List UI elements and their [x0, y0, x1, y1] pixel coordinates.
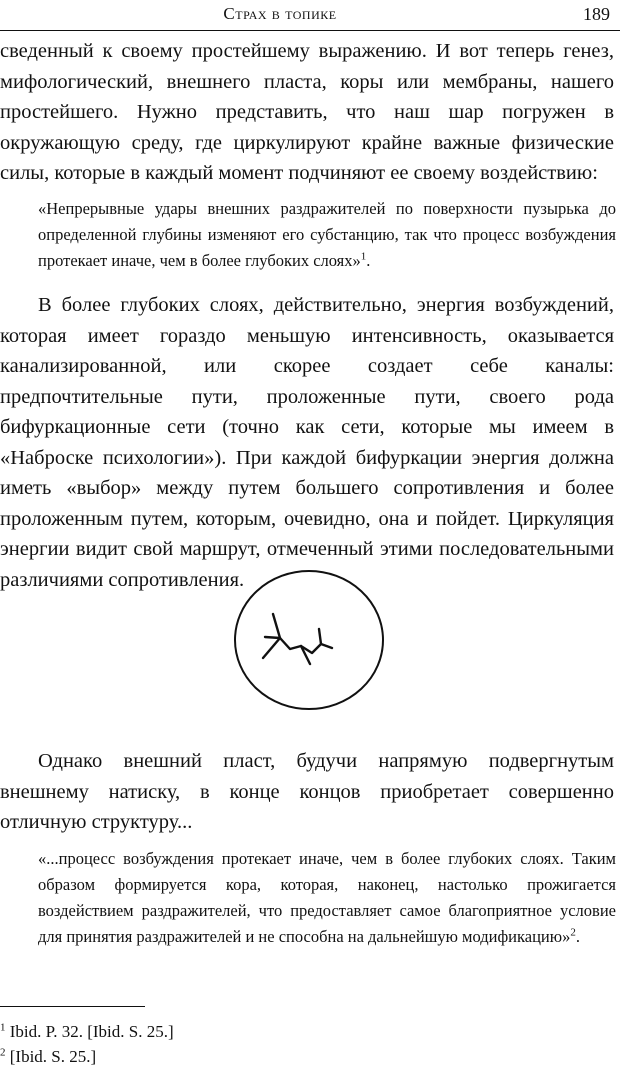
quote-1-container: [38, 196, 616, 274]
footnote-ref-1[interactable]: 1: [360, 250, 367, 263]
quote-1-text: «Непрерывные удары внешних раздражителей по поверхности пузырька до определенной глубины изменяют его субстанцию, так что процесс возбуждения протекает иначе, чем в более глубоких слоях»: [38, 199, 616, 270]
paragraph-1-container: [0, 36, 614, 189]
vesicle-diagram: [232, 568, 387, 713]
header-rule: [0, 30, 620, 31]
quote-2-text: «...процесс возбуждения протекает иначе, чем в более глубоких слоях. Таким образом формируется кора, которая, наконец, настолько прожигается воздействием раздражителей, что предоставляет самое благоприятное условие для принятия раздражителей и не способна на дальнейшую модификацию»: [38, 849, 616, 946]
paragraph-2-container: [0, 290, 614, 595]
footnote-2-text: [Ibid. S. 25.]: [9, 1047, 97, 1066]
footnote-1: [0, 1019, 614, 1044]
quote-1: «Непрерывные удары внешних раздражителей по поверхности пузырька до определенной глубины изменяют его субстанцию, так что процесс возбуждения протекает иначе, чем в более глубоких слоях»$^1$.: [38, 199, 616, 270]
footnote-1-text: Ibid. P. 32. [Ibid. S. 25.]: [9, 1022, 174, 1041]
footnote-2: [0, 1044, 614, 1069]
quote-2-container: [38, 846, 616, 950]
paragraph-3-container: [0, 746, 614, 838]
page-number: 189: [583, 4, 610, 24]
footnote-ref-2[interactable]: 2: [570, 926, 576, 939]
footnote-1-mark: 1: [0, 1021, 6, 1034]
vesicle-diagram-svg: [232, 568, 387, 713]
bifurcation-network: [263, 614, 332, 664]
paragraph-1: сведенный к своему простейшему выражению. И вот теперь генез, мифологический, внешнего пласта, коры или мембраны, нашего простейшего. Нужно представить, что наш шар погружен в окружающую среду, где циркулируют крайне важные физические силы, которые в каждый момент подчиняют ее своему воздействию:: [0, 40, 614, 184]
footnotes: [0, 1006, 614, 1069]
quote-2: «...процесс возбуждения протекает иначе, чем в более глубоких слоях. Таким образом формируется кора, которая, наконец, настолько прожигается воздействием раздражителей, что предоставляет самое благоприятное условие для принятия раздражителей и не способна на дальнейшую модификацию»$^2$.: [38, 849, 616, 946]
footnote-rule: [0, 1006, 145, 1007]
vesicle-circle: [235, 571, 383, 709]
running-title: Страх в топике: [223, 4, 337, 23]
page-header: [0, 0, 620, 32]
paragraph-3: Однако внешний пласт, будучи напрямую подвергнутым внешнему натиску, в конце концов приобретает совершенно отличную структуру...: [0, 750, 614, 833]
footnote-2-mark: 2: [0, 1046, 6, 1059]
paragraph-2: В более глубоких слоях, действительно, энергия возбуждений, которая имеет гораздо меньшую интенсивность, оказывается канализированной, или скорее создает себе каналы: предпочтительные пути, проложенные пути, своего рода бифуркационные сети (точно как сети, которые мы имеем в «Наброске психологии»). При каждой бифуркации энергия должна иметь «выбор» между путем большего сопротивления и более проложенным путем, которым, очевидно, она и пойдет. Циркуляция энергии видит свой маршрут, отмеченный этими последовательными различиями сопротивления.: [0, 294, 614, 591]
